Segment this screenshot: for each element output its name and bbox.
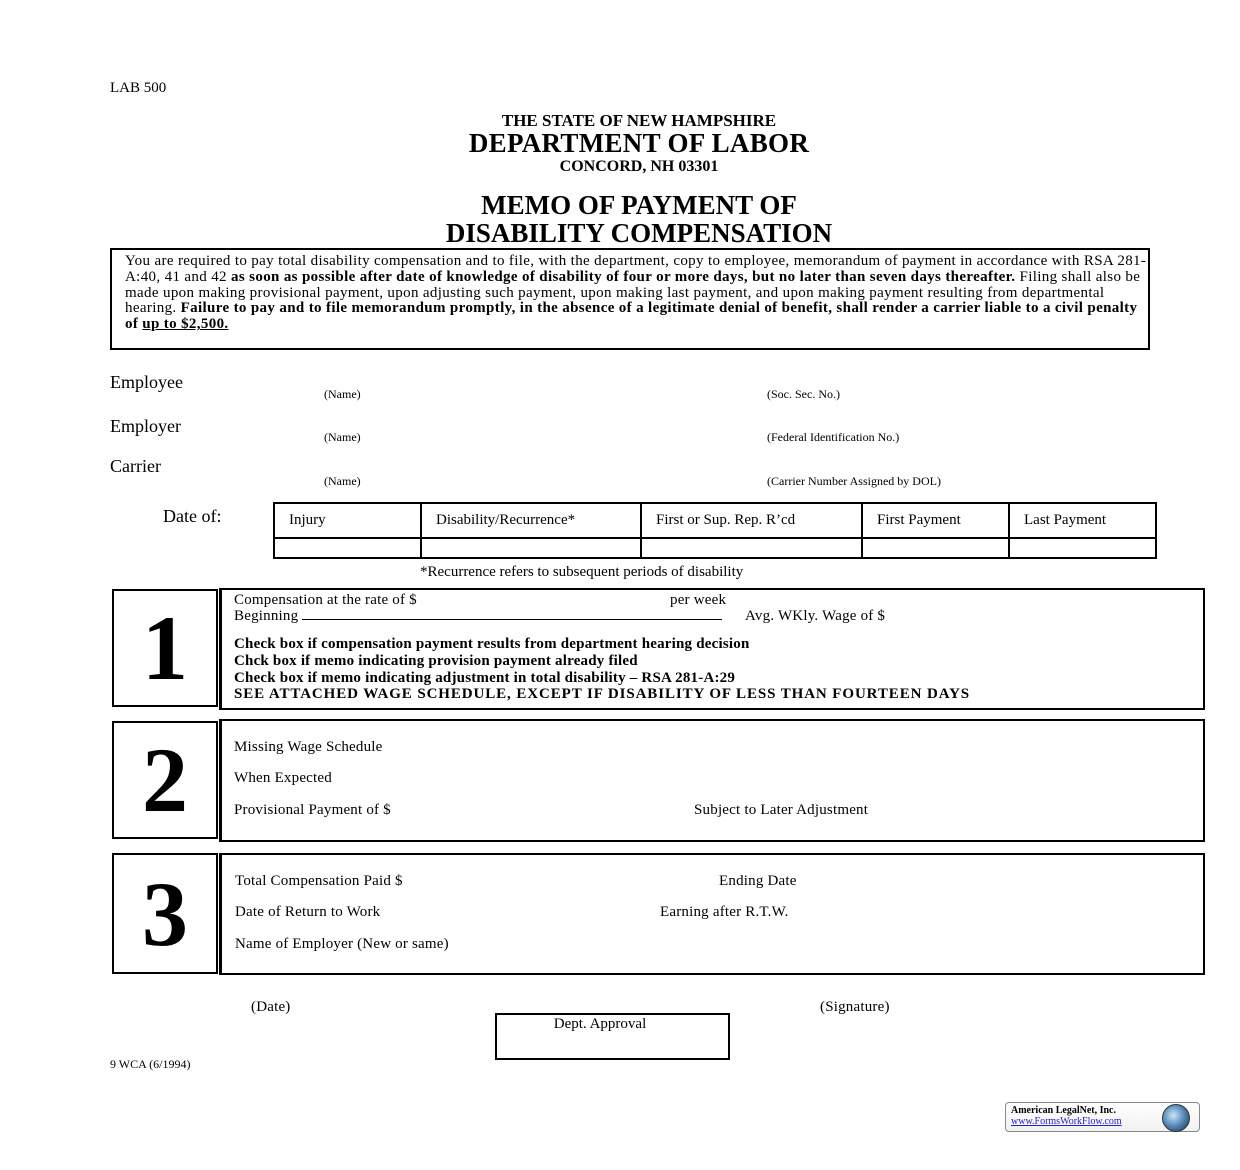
notice-deadline: as soon as possible after date of knowledge of disability of four or more days, but no later than seven days thereafter. [231, 268, 1016, 285]
column-header-first-payment: First Payment [862, 503, 1009, 538]
employer-label: Employer [110, 416, 181, 436]
column-header-disability: Disability/Recurrence* [421, 503, 641, 538]
form-code: LAB 500 [110, 80, 167, 96]
first-report-date-field[interactable] [641, 538, 862, 558]
beginning-label: Beginning [234, 608, 299, 624]
avg-weekly-wage-label: Avg. WKly. Wage of $ [745, 608, 886, 624]
last-payment-date-field[interactable] [1009, 538, 1156, 558]
section-1-number: 1 [112, 589, 218, 707]
compensation-rate-label: Compensation at the rate of $ [234, 592, 417, 608]
dates-table [273, 502, 1157, 559]
department-heading: DEPARTMENT OF LABOR [468, 128, 810, 158]
column-header-last-payment: Last Payment [1009, 503, 1156, 538]
notice-text: You are required to pay total disability compensation and to file, with the department, copy to employee, memorandum of payment in accordance with RSA 281-A:40, 41 and 42 [125, 253, 1147, 285]
per-week-label: per week [670, 592, 727, 608]
section-2-panel [219, 719, 1205, 842]
when-expected-label: When Expected [234, 770, 332, 786]
check-hearing-decision[interactable]: Check box if compensation payment results from department hearing decision [234, 636, 750, 652]
dept-approval-label: Dept. Approval [553, 1016, 647, 1032]
provisional-payment-label: Provisional Payment of $ [234, 802, 391, 818]
publisher-link[interactable]: www.FormsWorkFlow.com [1011, 1116, 1122, 1127]
form-title-line1: MEMO OF PAYMENT OF [481, 190, 797, 220]
check-provisional-filed[interactable]: Chck box if memo indicating provision payment already filed [234, 653, 638, 669]
form-title-line2: DISABILITY COMPENSATION [445, 218, 833, 248]
publisher-name: American LegalNet, Inc. [1011, 1105, 1116, 1116]
section-3-number: 3 [112, 853, 218, 974]
employer-fein-field[interactable]: (Federal Identification No.) [767, 430, 900, 444]
column-header-injury: Injury [274, 503, 421, 538]
earning-after-rtw-label: Earning after R.T.W. [660, 904, 789, 920]
section-2-number: 2 [112, 721, 218, 839]
subject-to-adjustment-label: Subject to Later Adjustment [694, 802, 869, 818]
legal-notice [110, 248, 1150, 350]
employer-name-label: Name of Employer (New or same) [235, 936, 449, 952]
employer-name-field[interactable]: (Name) [324, 430, 361, 444]
notice-text: Filing shall also be made upon making provisional payment, upon adjusting such payment, upon making last payment, and upon making payment resulting from departmental hearing. [125, 268, 1141, 317]
notice-penalty: Failure to pay and to file memorandum promptly, in the absence of a legitimate denial of benefit, shall render a carrier liable to a civil penalty of [125, 300, 1138, 333]
ending-date-label: Ending Date [719, 873, 797, 889]
column-header-first-report: First or Sup. Rep. R’cd [641, 503, 862, 538]
carrier-label: Carrier [110, 456, 161, 476]
carrier-name-field[interactable]: (Name) [324, 474, 361, 488]
injury-date-field[interactable] [274, 538, 421, 558]
state-heading: THE STATE OF NEW HAMPSHIRE [501, 111, 777, 130]
globe-icon [1162, 1104, 1190, 1132]
return-to-work-label: Date of Return to Work [235, 904, 381, 920]
total-compensation-label: Total Compensation Paid $ [235, 873, 403, 889]
signature-field-label[interactable]: (Signature) [820, 999, 890, 1015]
wage-schedule-notice: SEE ATTACHED WAGE SCHEDULE, EXCEPT IF DISABILITY OF LESS THAN FOURTEEN DAYS [234, 686, 971, 702]
employee-name-field[interactable]: (Name) [324, 387, 361, 401]
recurrence-footnote: *Recurrence refers to subsequent periods of disability [420, 564, 744, 580]
check-adjustment[interactable]: Check box if memo indicating adjustment in total disability – RSA 281-A:29 [234, 670, 736, 686]
disability-date-field[interactable] [421, 538, 641, 558]
revision-code: 9 WCA (6/1994) [110, 1057, 191, 1071]
beginning-row [234, 608, 722, 625]
missing-wage-schedule-label: Missing Wage Schedule [234, 739, 383, 755]
beginning-field[interactable] [302, 609, 722, 620]
employee-label: Employee [110, 372, 183, 392]
address-heading: CONCORD, NH 03301 [559, 158, 719, 175]
date-of-label: Date of: [163, 506, 222, 526]
date-field-label[interactable]: (Date) [251, 999, 291, 1015]
notice-penalty-amount: up to $2,500. [142, 316, 229, 333]
first-payment-date-field[interactable] [862, 538, 1009, 558]
employee-ssn-field[interactable]: (Soc. Sec. No.) [767, 387, 840, 401]
carrier-number-field[interactable]: (Carrier Number Assigned by DOL) [767, 474, 941, 488]
